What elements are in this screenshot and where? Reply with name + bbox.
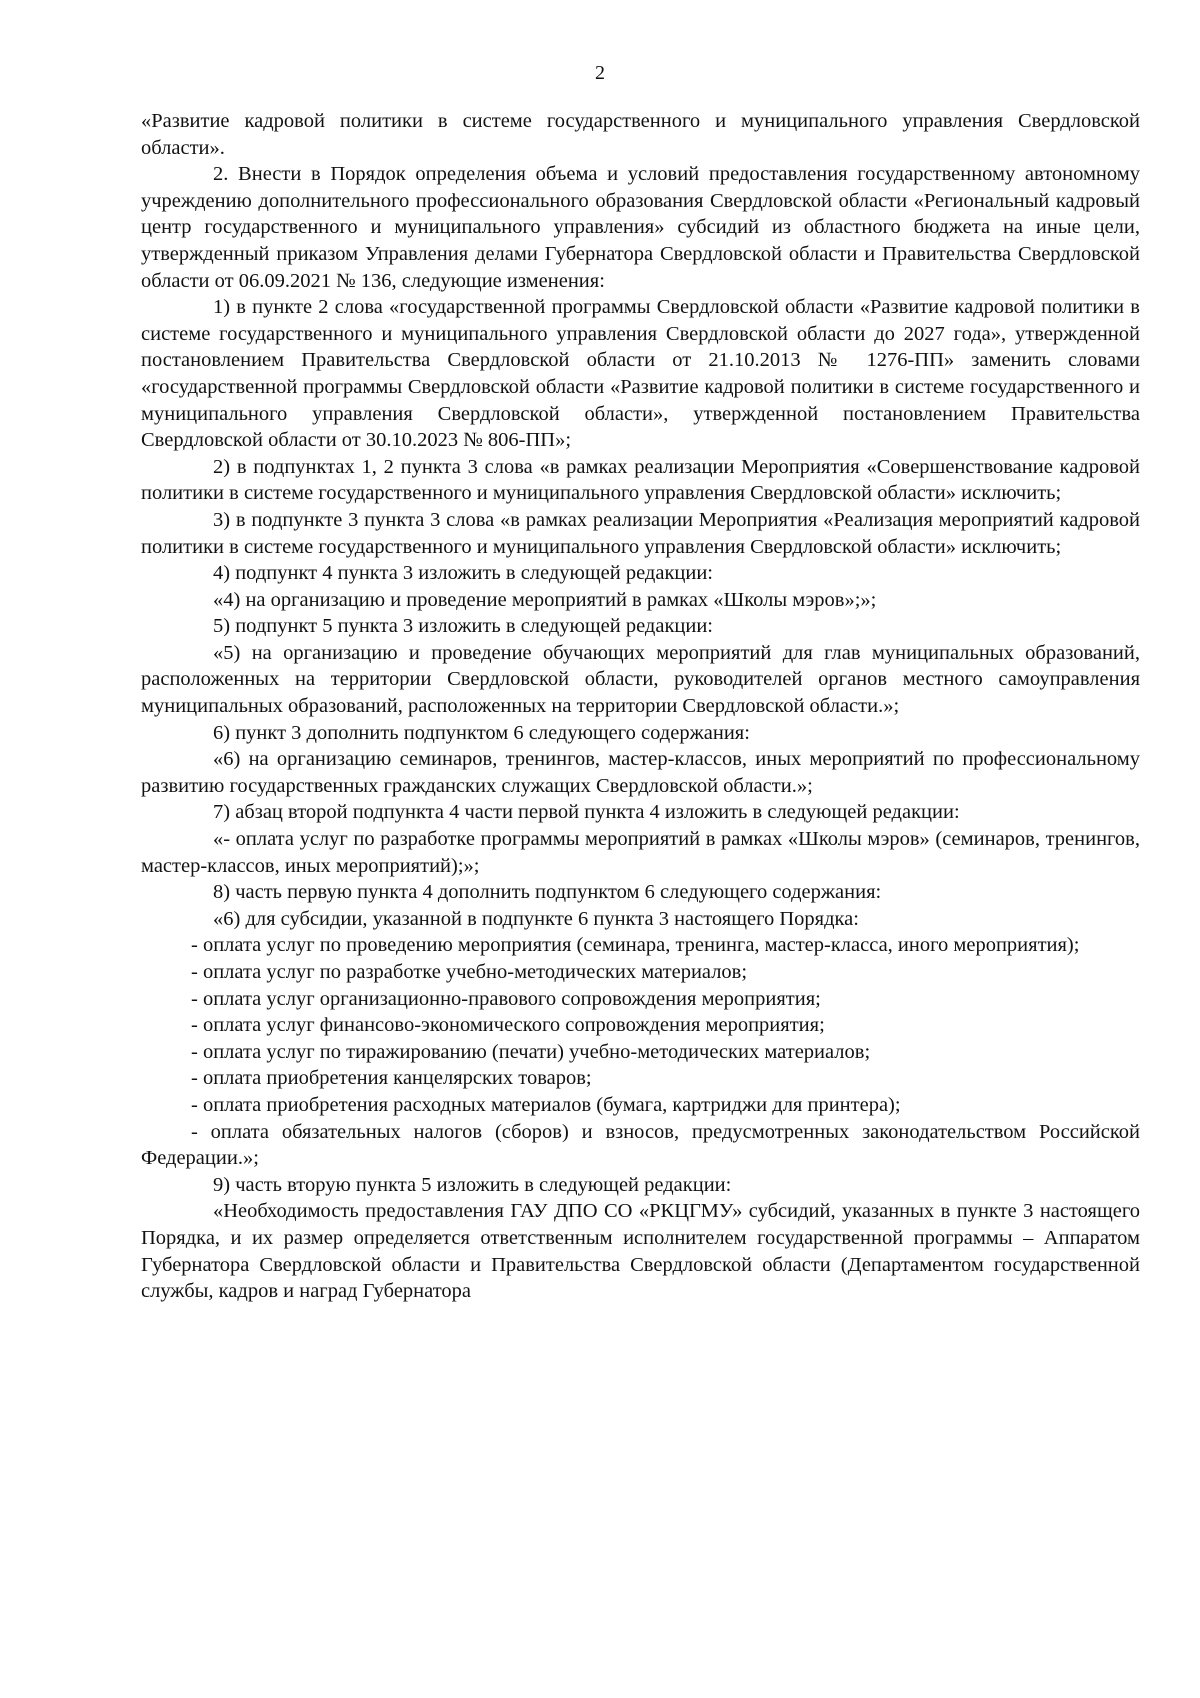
- paragraph: 9) часть вторую пункта 5 изложить в следующей редакции:: [213, 1173, 732, 1196]
- paragraph: «4) на организацию и проведение мероприятий в рамках «Школы мэров»;»;: [213, 588, 877, 611]
- list-item: - оплата приобретения расходных материалов (бумага, картриджи для принтера);: [191, 1093, 901, 1116]
- paragraph: 5) подпункт 5 пункта 3 изложить в следующей редакции:: [213, 615, 714, 638]
- list-item: - оплата обязательных налогов (сборов) и взносов, предусмотренных законодательством Российской Федерации.»;: [141, 1120, 1140, 1170]
- paragraph: 3) в подпункте 3 пункта 3 слова «в рамках реализации Мероприятия «Реализация мероприятий кадровой политики в системе государственного и муниципального управления Свердловской области» исключить;: [141, 508, 1140, 558]
- paragraph: 4) подпункт 4 пункта 3 изложить в следующей редакции:: [213, 562, 714, 585]
- paragraph: 2. Внести в Порядок определения объема и условий предоставления государственному автономному учреждению дополнительного профессионального образования Свердловской области «Региональный кадровый центр государственного и муниципального управления» субсидий из областного бюджета на иные цели, утвержденный приказом Управления делами Губернатора Свердловской области и Правительства Свердловской области от 06.09.2021 № 136, следующие изменения:: [141, 163, 1140, 292]
- document-body: [141, 108, 1140, 1305]
- list-item: - оплата услуг по тиражированию (печати) учебно-методических материалов;: [191, 1040, 871, 1063]
- list-item: - оплата услуг по проведению мероприятия (семинара, тренинга, мастер-класса, иного мероприятия);: [191, 934, 1080, 957]
- paragraph: «Развитие кадровой политики в системе государственного и муниципального управления Свердловской области».: [141, 110, 1140, 159]
- paragraph: «Необходимость предоставления ГАУ ДПО СО «РКЦГМУ» субсидий, указанных в пункте 3 настоящего Порядка, и их размер определяется ответственным исполнителем государственной программы – Аппаратом Губернатора Свердловской области и Правительства Свердловской области (Департаментом государственной службы, кадров и наград Губернатора: [141, 1200, 1140, 1303]
- list-item: - оплата услуг организационно-правового сопровождения мероприятия;: [191, 987, 821, 1010]
- page-number: 2: [595, 62, 605, 84]
- paragraph: «6) на организацию семинаров, тренингов, мастер-классов, иных мероприятий по профессиональному развитию государственных гражданских служащих Свердловской области.»;: [141, 748, 1140, 797]
- paragraph: 7) абзац второй подпункта 4 части первой пункта 4 изложить в следующей редакции:: [213, 801, 960, 824]
- paragraph: 6) пункт 3 дополнить подпунктом 6 следующего содержания:: [213, 721, 750, 744]
- paragraph: 8) часть первую пункта 4 дополнить подпунктом 6 следующего содержания:: [213, 881, 882, 904]
- paragraph: 1) в пункте 2 слова «государственной программы Свердловской области «Развитие кадровой политики в системе государственного и муниципального управления Свердловской области до 2027 года», утвержденной постановлением Правительства Свердловской области от 21.10.2013 № 1276-ПП» заменить словами «государственной программы Свердловской области «Развитие кадровой политики в системе государственного и муниципального управления Свердловской области», утвержденной постановлением Правительства Свердловской области от 30.10.2023 № 806-ПП»;: [141, 296, 1140, 452]
- paragraph: 2) в подпунктах 1, 2 пункта 3 слова «в рамках реализации Мероприятия «Совершенствование кадровой политики в системе государственного и муниципального управления Свердловской области» исключить;: [141, 455, 1140, 505]
- paragraph: «5) на организацию и проведение обучающих мероприятий для глав муниципальных образований, расположенных на территории Свердловской области, руководителей органов местного самоуправления муниципальных образований, расположенных на территории Свердловской области.»;: [141, 641, 1140, 718]
- paragraph: «- оплата услуг по разработке программы мероприятий в рамках «Школы мэров» (семинаров, тренингов, мастер-классов, иных мероприятий);»;: [141, 828, 1140, 877]
- list-item: - оплата услуг по разработке учебно-методических материалов;: [191, 961, 748, 983]
- list-item: - оплата услуг финансово-экономического сопровождения мероприятия;: [191, 1014, 825, 1037]
- paragraph: «6) для субсидии, указанной в подпункте 6 пункта 3 настоящего Порядка:: [213, 907, 859, 930]
- list-item: - оплата приобретения канцелярских товаров;: [191, 1067, 592, 1090]
